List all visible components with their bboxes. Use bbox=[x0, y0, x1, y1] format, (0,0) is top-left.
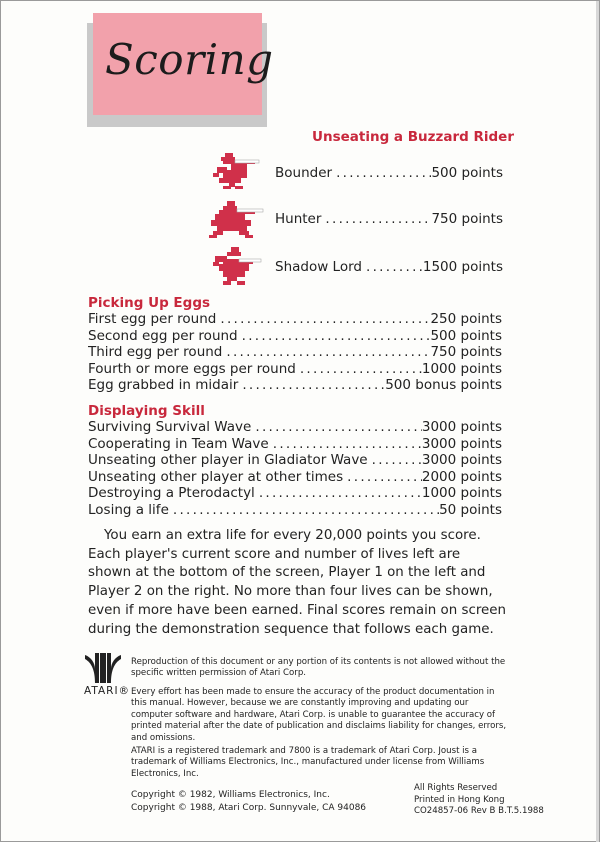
score-label: Egg grabbed in midair bbox=[88, 377, 239, 394]
leader-dots bbox=[216, 311, 430, 328]
enemy-points: 500 points bbox=[431, 165, 503, 181]
score-label: Second egg per round bbox=[88, 327, 238, 344]
score-row bbox=[88, 436, 502, 453]
score-points: 1000 points bbox=[421, 485, 502, 502]
reproduction-notice: Reproduction of this document or any portion of its contents is not allowed without the specific written permission of Atari Corp. bbox=[131, 657, 506, 679]
leader-dots bbox=[332, 165, 431, 181]
rights-reserved: All Rights Reserved bbox=[414, 783, 498, 793]
leader-dots bbox=[321, 211, 431, 227]
eggs-heading: Picking Up Eggs bbox=[88, 295, 211, 311]
atari-wordmark: ATARI® bbox=[84, 685, 131, 697]
buzzard-heading: Unseating a Buzzard Rider bbox=[312, 129, 514, 145]
score-row bbox=[88, 452, 502, 469]
score-label: Destroying a Pterodactyl bbox=[88, 485, 255, 502]
trademark-notice: ATARI is a registered trademark and 7800 is a trademark of Atari Corp. Joust is a trademark of Williams Electronics, Inc., manufactured under license from Williams Electronics, Inc. bbox=[131, 746, 485, 779]
score-points: 750 points bbox=[430, 344, 502, 361]
accuracy-notice: Every effort has been made to ensure the accuracy of the product documentation in this manual. However, because we are constantly improving and updating our computer software and hardware, Atari Corp. is unable to guarantee the accuracy of printed material after the date of publication and disclaims liability for changes, errors, and omissions. bbox=[131, 687, 507, 743]
document-code: CO24857-06 Rev B B.T.5.1988 bbox=[414, 806, 544, 817]
eggs-score-list bbox=[88, 311, 502, 394]
leader-dots bbox=[238, 377, 385, 394]
leader-dots bbox=[269, 436, 422, 453]
copyright-williams: Copyright © 1982, Williams Electronics, Inc. bbox=[131, 790, 330, 800]
enemy-name: Hunter bbox=[275, 211, 322, 227]
leader-dots bbox=[169, 502, 439, 519]
score-row bbox=[88, 419, 502, 436]
score-label: Fourth or more eggs per round bbox=[88, 360, 296, 377]
score-row bbox=[88, 469, 502, 486]
score-label: First egg per round bbox=[88, 311, 217, 327]
score-points: 3000 points bbox=[421, 435, 502, 452]
leader-dots bbox=[362, 259, 423, 275]
score-row bbox=[88, 502, 502, 519]
score-label: Third egg per round bbox=[88, 344, 223, 361]
score-row bbox=[88, 485, 502, 502]
score-label: Cooperating in Team Wave bbox=[88, 435, 269, 452]
score-row bbox=[88, 344, 502, 361]
skill-heading: Displaying Skill bbox=[88, 403, 205, 419]
score-points: 3000 points bbox=[421, 419, 502, 435]
leader-dots bbox=[368, 452, 422, 469]
copyright-atari: Copyright © 1988, Atari Corp. Sunnyvale, CA 94086 bbox=[131, 803, 367, 813]
leader-dots bbox=[343, 469, 422, 486]
score-points: 3000 points bbox=[421, 452, 502, 469]
score-points: 50 points bbox=[439, 501, 502, 518]
score-row bbox=[88, 328, 502, 345]
atari-logo-icon bbox=[83, 653, 123, 683]
score-points: 500 bonus points bbox=[385, 377, 502, 394]
score-points: 250 points bbox=[430, 311, 502, 327]
bounder-sprite-icon bbox=[209, 151, 265, 195]
score-label: Losing a life bbox=[88, 501, 169, 518]
skill-score-list bbox=[88, 419, 502, 519]
enemy-points: 750 points bbox=[431, 211, 503, 227]
leader-dots bbox=[255, 485, 422, 502]
score-label: Surviving Survival Wave bbox=[88, 419, 252, 435]
score-points: 500 points bbox=[430, 327, 502, 344]
score-row bbox=[88, 361, 502, 378]
leader-dots bbox=[222, 344, 430, 361]
enemy-shadow-lord bbox=[209, 245, 509, 289]
enemy-points: 1500 points bbox=[422, 259, 503, 275]
hunter-sprite-icon bbox=[209, 197, 269, 241]
enemy-name: Shadow Lord bbox=[275, 259, 362, 275]
enemy-hunter bbox=[209, 197, 509, 241]
enemy-bounder bbox=[209, 151, 509, 195]
print-info bbox=[414, 783, 544, 818]
shadow-lord-sprite-icon bbox=[209, 245, 265, 289]
score-points: 2000 points bbox=[421, 468, 502, 485]
score-label: Unseating other player in Gladiator Wave bbox=[88, 452, 368, 469]
leader-dots bbox=[251, 419, 422, 436]
page-edge bbox=[596, 1, 599, 842]
score-points: 1000 points bbox=[421, 360, 502, 377]
page-title: Scoring bbox=[105, 35, 274, 84]
leader-dots bbox=[296, 361, 422, 378]
score-label: Unseating other player at other times bbox=[88, 468, 344, 485]
score-row bbox=[88, 311, 502, 328]
score-row bbox=[88, 377, 502, 394]
leader-dots bbox=[238, 328, 431, 345]
extra-life-paragraph: You earn an extra life for every 20,000 points you score. Each player's current score and number of lives left are shown at the bottom of the screen, Player 1 on the left and Player 2 on the right. No more than four lives can be shown, even if more have been earned. Final scores remain on screen during the demonstration sequence that follows each game. bbox=[88, 528, 507, 637]
printed-in: Printed in Hong Kong bbox=[414, 794, 505, 805]
enemy-name: Bounder bbox=[275, 165, 333, 181]
